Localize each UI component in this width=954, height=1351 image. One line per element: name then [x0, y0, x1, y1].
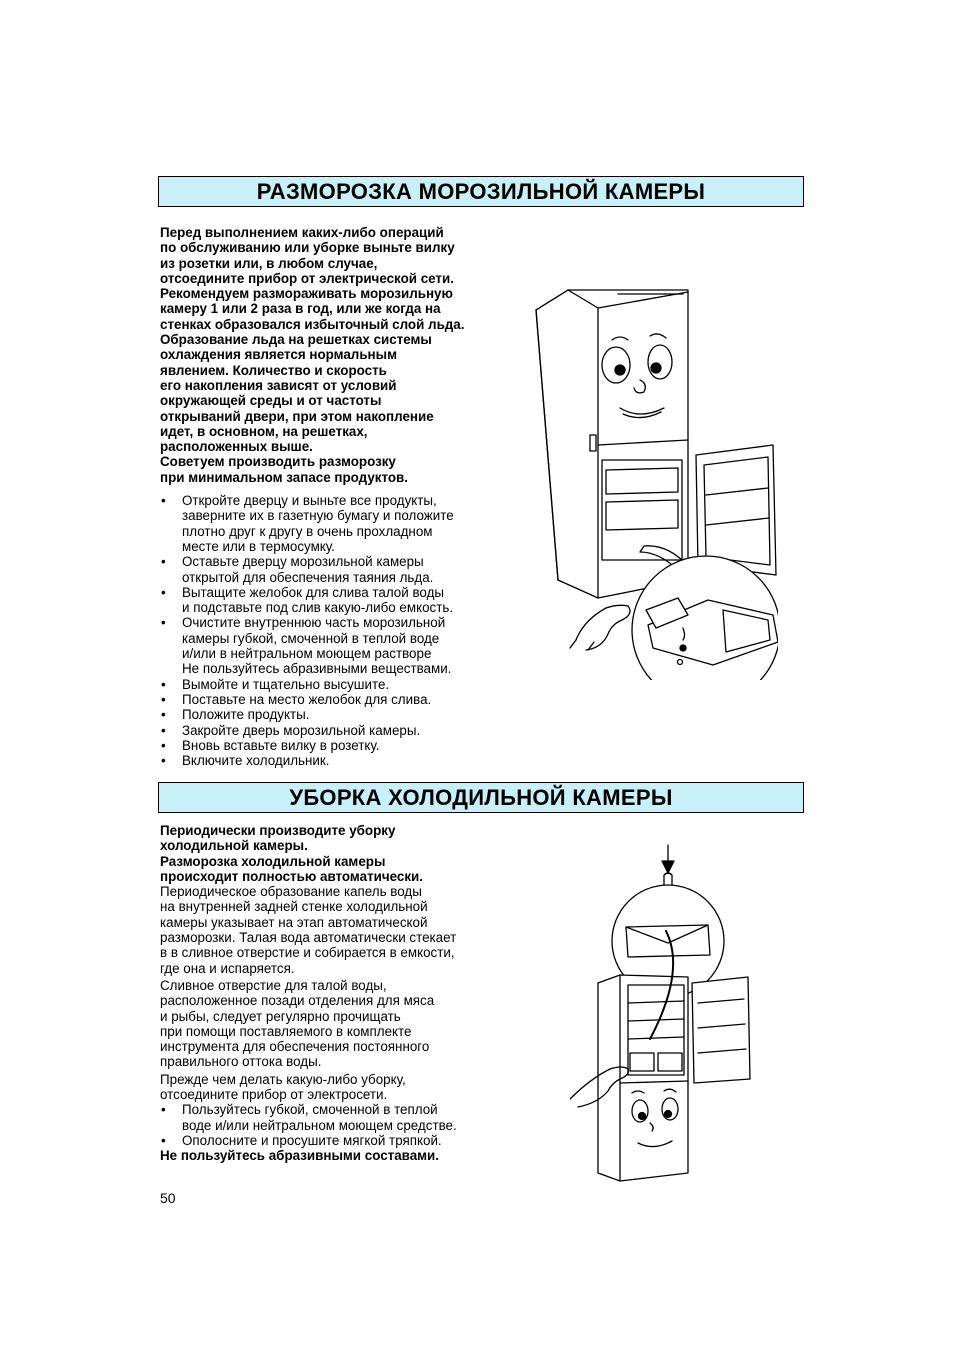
text-line: • Вымойте и тщательно высушите.: [182, 676, 390, 692]
list-item: [160, 753, 520, 768]
text-line: • Вновь вставьте вилку в розетку.: [182, 737, 380, 753]
text-line: Советуем производить разморозку: [160, 454, 396, 470]
text-line: Не пользуйтесь абразивными веществами.: [182, 661, 452, 677]
list-item: [160, 1102, 520, 1133]
freezer-defrost-text: [160, 225, 520, 768]
text-line: камеры губкой, смоченной в теплой воде: [182, 630, 440, 646]
text-line: • Очистите внутреннюю часть морозильной: [182, 615, 446, 631]
text-line: • Закройте дверь морозильной камеры.: [182, 722, 421, 738]
paragraph: [160, 1072, 520, 1103]
fridge-intro: [160, 823, 520, 884]
text-line: и/или в нейтральном моющем растворе: [182, 646, 432, 662]
closing-warning: Не пользуйтесь абразивными составами.: [160, 1148, 440, 1164]
text-line: окружающей среды и от частоты: [160, 393, 382, 409]
text-line: • Ополосните и просушите мягкой тряпкой.: [182, 1132, 442, 1148]
text-line: холодильной камеры.: [160, 838, 308, 854]
text-line: отсоедините прибор от электрической сети.: [160, 270, 454, 286]
text-line: и подставьте под слив какую-либо емкость.: [182, 600, 454, 616]
text-line: • Поставьте на место желобок для слива.: [182, 691, 432, 707]
text-line: по обслуживанию или уборке выньте вилку: [160, 240, 455, 256]
text-line: месте или в термосумку.: [182, 538, 335, 554]
text-line: заверните их в газетную бумагу и положите: [182, 508, 454, 524]
text-line: инструмента для обеспечения постоянного: [160, 1039, 430, 1055]
text-line: Сливное отверстие для талой воды,: [160, 977, 387, 993]
freezer-defrost-illustration: [528, 280, 778, 680]
text-line: расположенное позади отделения для мяса: [160, 993, 435, 1009]
list-item: [160, 615, 520, 676]
text-line: расположенных выше.: [160, 439, 313, 455]
list-item: [160, 692, 520, 707]
text-line: камеру 1 или 2 раза в год, или же когда на: [160, 301, 441, 317]
text-line: • Пользуйтесь губкой, смоченной в теплой: [182, 1102, 438, 1118]
text-line: открытой для обеспечения таяния льда.: [182, 569, 434, 585]
list-item: [160, 554, 520, 585]
text-line: Разморозка холодильной камеры: [160, 853, 386, 869]
text-line: на внутренней задней стенке холодильной: [160, 899, 428, 915]
page-number: 50: [160, 1190, 176, 1206]
cleaning-steps-list: [160, 1102, 520, 1148]
text-line: Периодическое образование капель воды: [160, 884, 422, 900]
text-line: плотно друг к другу в очень прохладном: [182, 523, 433, 539]
section-title-freezer-defrost: [158, 176, 804, 207]
text-line: Рекомендуем размораживать морозильную: [160, 286, 453, 302]
text-line: и рыбы, следует регулярно прочищать: [160, 1008, 401, 1024]
text-line: воде и/или нейтральном моющем средстве.: [182, 1117, 457, 1133]
text-line: происходит полностью автоматически.: [160, 868, 423, 884]
section-title-fridge-cleaning: [158, 782, 804, 813]
freezer-intro: [160, 225, 520, 485]
text-line: • Положите продукты.: [182, 707, 310, 723]
list-item: [160, 707, 520, 722]
text-line: • Вытащите желобок для слива талой воды: [182, 584, 445, 600]
text-line: разморозки. Талая вода автоматически стекает: [160, 930, 457, 946]
list-item: [160, 585, 520, 616]
fridge-cleaning-illustration: [570, 843, 760, 1183]
text-line: • Оставьте дверцу морозильной камеры: [182, 554, 424, 570]
paragraph: [160, 884, 520, 976]
paragraph: [160, 978, 520, 1070]
text-line: где она и испаряется.: [160, 960, 295, 976]
list-item: [160, 493, 520, 554]
text-line: • Откройте дверцу и выньте все продукты,: [182, 493, 437, 509]
list-item: [160, 1133, 520, 1148]
text-line: правильного оттока воды.: [160, 1054, 322, 1070]
text-line: Образование льда на решетках системы: [160, 332, 432, 348]
text-line: Перед выполнением каких-либо операций: [160, 225, 444, 240]
text-line: его накопления зависят от условий: [160, 377, 397, 393]
list-item: [160, 738, 520, 753]
text-line: камеры указывает на этап автоматической: [160, 914, 428, 930]
freezer-steps-list: [160, 493, 520, 768]
text-line: явлением. Количество и скорость: [160, 362, 387, 378]
text-line: при помощи поставляемого в комплекте: [160, 1023, 412, 1039]
list-item: [160, 723, 520, 738]
text-line: Периодически производите уборку: [160, 823, 396, 838]
text-line: стенках образовался избыточный слой льда.: [160, 316, 465, 332]
text-line: при минимальном запасе продуктов.: [160, 469, 408, 485]
list-item: [160, 677, 520, 692]
section-title-text: УБОРКА ХОЛОДИЛЬНОЙ КАМЕРЫ: [289, 784, 673, 810]
section-title-text: РАЗМОРОЗКА МОРОЗИЛЬНОЙ КАМЕРЫ: [256, 178, 706, 204]
text-line: идет, в основном, на решетках,: [160, 423, 368, 439]
text-line: открываний двери, при этом накопление: [160, 408, 434, 424]
text-line: в в сливное отверстие и собирается в емкости,: [160, 945, 455, 961]
text-line: из розетки или, в любом случае,: [160, 255, 378, 271]
text-line: • Включите холодильник.: [182, 753, 330, 769]
text-line: охлаждения является нормальным: [160, 347, 397, 363]
text-line: отсоедините прибор от электросети.: [160, 1087, 388, 1103]
fridge-cleaning-text: [160, 823, 520, 1164]
text-line: Прежде чем делать какую-либо уборку,: [160, 1071, 406, 1087]
